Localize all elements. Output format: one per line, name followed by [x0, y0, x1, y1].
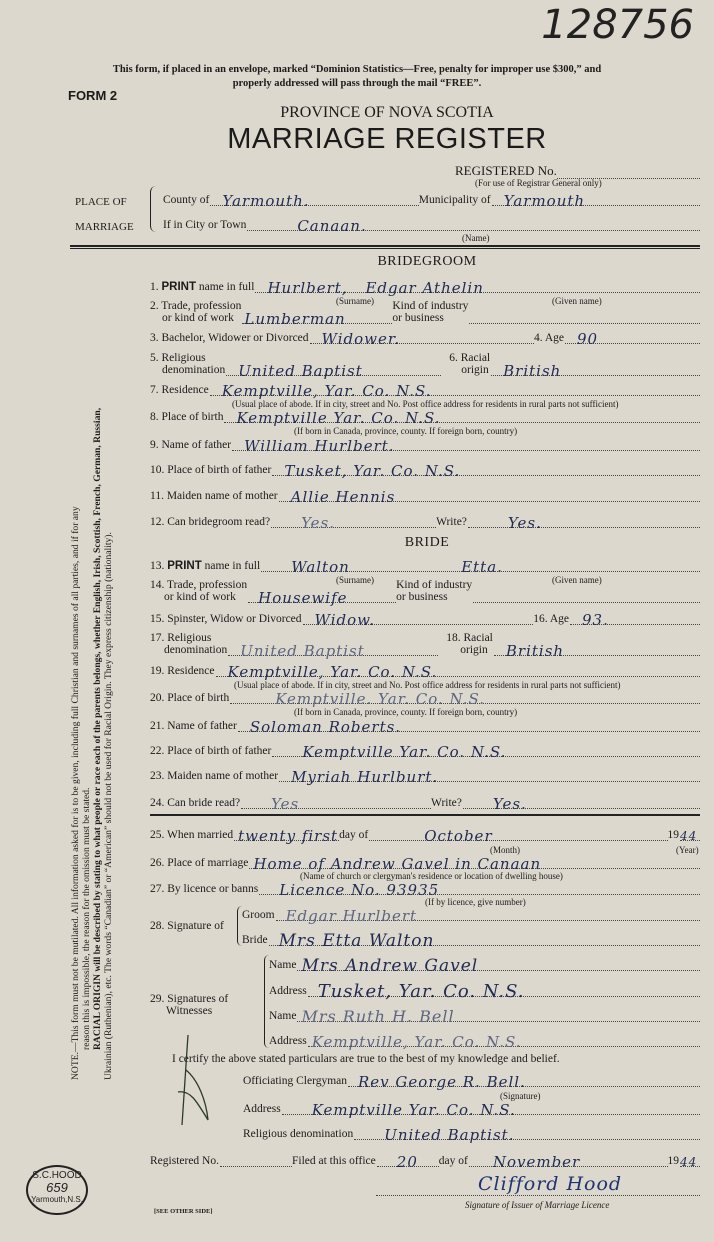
birth-caption: (If born in Canada, province, county. If foreign born, country) — [294, 707, 518, 717]
filed-month-value: November — [492, 1153, 581, 1171]
groom-birth-row — [150, 409, 700, 427]
city-value: Canaan. — [297, 217, 367, 235]
groom-age-value: 90 — [577, 330, 599, 348]
place-brace — [150, 186, 156, 232]
bride-birth-value: Kemptville. Yar. Co. N.S. — [275, 690, 485, 708]
place-label-line: MARRIAGE — [75, 221, 134, 233]
bride-father-birth-field — [272, 743, 700, 761]
bride-trade-value: Housewife — [258, 589, 348, 607]
year-prefix: 19 — [667, 829, 679, 841]
groom-write-label: Write? — [436, 516, 467, 528]
witness1-name-row — [269, 956, 700, 976]
groom-write-field — [468, 514, 700, 532]
married-year-field — [680, 828, 700, 841]
groom-trade-row — [150, 300, 700, 328]
bride-residence-field — [216, 663, 700, 681]
bride-age-field — [570, 611, 700, 629]
groom-trade-label: 2. Trade, profession or kind of work — [150, 300, 242, 324]
bride-mother-field — [279, 768, 700, 786]
groom-race-label: 6. Racial origin — [449, 352, 491, 376]
mail-note-line: properly addressed will pass through the mail “FREE”. — [232, 78, 482, 89]
groom-industry-label: Kind of industry or business — [392, 300, 469, 324]
stamp-location: Yarmouth,N.S. — [31, 1195, 83, 1204]
bride-residence-row — [150, 663, 700, 681]
bride-read-label: 24. Can bride read? — [150, 797, 241, 809]
bride-status-field — [303, 611, 534, 629]
groom-industry-field — [469, 311, 700, 324]
bride-industry-label: Kind of industry or business — [396, 579, 473, 603]
groom-status-row — [150, 330, 700, 348]
licence-value: Licence No. 93935 — [279, 881, 440, 899]
groom-father-birth-label: 10. Place of birth of father — [150, 464, 272, 476]
groom-trade-field — [242, 310, 392, 328]
licence-caption: (If by licence, give number) — [425, 897, 526, 907]
year-caption: (Year) — [676, 845, 699, 855]
bride-age-value: 93. — [582, 611, 609, 629]
groom-signature-row — [242, 907, 700, 925]
clergyman-signature: Rev George R. Bell. — [358, 1073, 526, 1091]
mail-note-line: This form, if placed in an envelope, marked “Dominion Statistics—Free, penalty for improper use $300,” and — [112, 64, 602, 75]
surname-caption: (Surname) — [336, 296, 374, 306]
given-caption: (Given name) — [552, 575, 602, 585]
bride-write-value: Yes. — [492, 795, 527, 813]
city-row — [163, 217, 700, 235]
groom-father-birth-value: Tusket, Yar. Co. N.S. — [284, 462, 461, 480]
filed-month-field — [469, 1153, 668, 1171]
groom-signature-field — [276, 907, 700, 925]
witnesses-label: 29. Signatures of Witnesses — [150, 993, 229, 1017]
bride-religion-field — [228, 642, 438, 660]
municipality-value: Yarmouth — [503, 192, 586, 210]
see-other-side: [SEE OTHER SIDE] — [154, 1208, 213, 1215]
registrar-stamp — [26, 1165, 88, 1215]
city-field — [247, 217, 700, 235]
bride-name-row — [150, 558, 700, 576]
birth-caption: (If born in Canada, province, county. If foreign born, country) — [294, 426, 518, 436]
groom-signature-label: Groom — [242, 909, 275, 921]
bride-signature-row — [242, 931, 700, 951]
given-caption: (Given name) — [552, 296, 602, 306]
bride-race-field — [494, 642, 700, 660]
groom-age-label: 4. Age — [533, 332, 564, 344]
stamp-number: 659 — [46, 1180, 68, 1195]
witness2-name: Mrs Ruth H. Bell — [301, 1007, 455, 1026]
bride-status-row — [150, 611, 700, 629]
groom-read-value: Yes. — [301, 514, 336, 532]
witness2-address-field — [308, 1033, 700, 1051]
register-number: 128756 — [541, 2, 694, 48]
groom-father-row — [150, 437, 700, 455]
groom-status-value: Widower. — [321, 330, 401, 348]
month-caption: (Month) — [490, 845, 520, 855]
when-married-row — [150, 827, 700, 845]
filing-row — [150, 1153, 700, 1171]
groom-religion-row — [150, 352, 700, 380]
name-caption: (Name) — [462, 233, 490, 243]
married-day-field — [234, 827, 339, 845]
section-divider — [150, 814, 700, 816]
registered-label: REGISTERED No. — [455, 163, 557, 178]
bride-status-label: 15. Spinster, Widow or Divorced — [150, 613, 302, 625]
groom-residence-row — [150, 382, 700, 400]
groom-given-name: Edgar Athelin — [365, 279, 484, 297]
registrar-note: (For use of Registrar General only) — [475, 178, 602, 188]
groom-read-field — [271, 514, 436, 532]
note-line: reason this is impossible, the reason for the omission must be stated. — [81, 787, 92, 1050]
municipality-field — [492, 192, 700, 210]
groom-status-label: 3. Bachelor, Widower or Divorced — [150, 332, 309, 344]
filed-year-field — [680, 1154, 700, 1167]
bride-father-birth-row — [150, 743, 700, 761]
groom-name-row — [150, 279, 700, 297]
filed-day-of-label: day of — [438, 1155, 468, 1167]
county-row — [163, 192, 700, 210]
witness1-name: Mrs Andrew Gavel — [301, 956, 479, 976]
groom-status-field — [310, 330, 534, 348]
bridegroom-heading: BRIDEGROOM — [377, 254, 477, 269]
bride-surname: Walton — [291, 558, 350, 576]
witness-address-label: Address — [269, 1035, 307, 1047]
bride-father-field — [238, 718, 700, 736]
bride-race-value: British — [505, 642, 565, 660]
groom-residence-field — [210, 382, 700, 400]
bride-status-value: Widow. — [314, 611, 375, 629]
clergyman-field — [348, 1073, 700, 1091]
bride-read-row — [150, 795, 700, 813]
stamp-name: S.C.HOOD — [32, 1170, 82, 1181]
witness-name-label: Name — [269, 959, 297, 971]
clergy-address-field — [282, 1101, 700, 1119]
filing-registered-field — [220, 1154, 292, 1167]
page-title: MARRIAGE REGISTER — [227, 123, 547, 155]
witness2-name-row — [269, 1007, 700, 1026]
bride-trade-field — [248, 589, 396, 607]
married-month-value: October — [424, 827, 493, 845]
groom-mother-label: 11. Maiden name of mother — [150, 490, 278, 502]
groom-birth-label: 8. Place of birth — [150, 411, 224, 423]
bride-religion-value: United Baptist — [240, 642, 365, 660]
bride-trade-row — [150, 579, 700, 607]
bride-read-value: Yes — [271, 795, 300, 813]
groom-religion-label: 5. Religious denomination — [150, 352, 226, 376]
bride-trade-label: 14. Trade, profession or kind of work — [150, 579, 248, 603]
witness-address-label: Address — [269, 985, 307, 997]
filed-label: Filed at this office — [291, 1155, 376, 1167]
filed-year-value: 44 — [680, 1155, 698, 1169]
bride-religion-label: 17. Religious denomination — [150, 632, 228, 656]
issuer-signature: Clifford Hood — [478, 1173, 623, 1195]
groom-religion-value: United Baptist — [238, 362, 363, 380]
bride-name-field — [261, 558, 700, 576]
witness1-name-field — [297, 956, 700, 976]
abode-caption: (Usual place of abode. If in city, street and No. Post office address for residents in rural parts not sufficient) — [234, 680, 621, 690]
groom-religion-field — [226, 362, 441, 380]
clergyman-label: Officiating Clergyman — [243, 1075, 348, 1087]
filed-year-prefix: 19 — [667, 1155, 679, 1167]
clergyman-row — [243, 1073, 700, 1091]
bride-name-label: 13. PRINT name in full — [150, 560, 261, 572]
filing-registered-label: Registered No. — [150, 1155, 219, 1167]
clergy-denomination-value: United Baptist. — [384, 1126, 515, 1144]
mail-note — [0, 63, 714, 91]
groom-age-field — [565, 330, 700, 348]
licence-row — [150, 881, 700, 899]
groom-father-birth-row — [150, 462, 700, 480]
groom-father-birth-field — [272, 462, 700, 480]
bride-read-field — [241, 795, 431, 813]
licence-label: 27. By licence or banns — [150, 883, 259, 895]
bride-given-name: Etta. — [461, 558, 503, 576]
bride-signature-label: Bride — [242, 934, 268, 946]
note-line: Ukrainian (Ruthenian), etc. The words “Canadian” or “American” should not be used for Racial Origin. They express citizenship (nationality). — [103, 532, 114, 1080]
county-label: County of — [163, 194, 210, 206]
place-label-line: PLACE OF — [75, 196, 127, 208]
issuer-caption: Signature of Issuer of Marriage Licence — [465, 1200, 610, 1210]
bride-mother-row — [150, 768, 700, 786]
groom-trade-value: Lumberman — [244, 310, 346, 328]
bride-father-value: Soloman Roberts. — [249, 718, 402, 736]
groom-write-value: Yes. — [507, 514, 542, 532]
city-label: If in City or Town — [163, 219, 247, 231]
double-rule — [70, 245, 700, 249]
married-month-field — [369, 827, 667, 845]
bride-signature-field — [269, 931, 700, 951]
when-married-label: 25. When married — [150, 829, 234, 841]
certification-statement: I certify the above stated particulars are true to the best of my knowledge and belief. — [172, 1053, 560, 1065]
witness1-address-field — [308, 981, 700, 1002]
signature-of-label: 28. Signature of — [150, 920, 224, 932]
witness1-address: Tusket, Yar. Co. N.S. — [317, 981, 525, 1002]
groom-father-field — [232, 437, 700, 455]
bride-mother-value: Myriah Hurlburt. — [291, 768, 439, 786]
bride-heading: BRIDE — [404, 535, 450, 550]
groom-read-row — [150, 514, 700, 532]
clergy-denomination-label: Religious denomination — [243, 1128, 354, 1140]
county-value: Yarmouth. — [222, 192, 310, 210]
licence-field — [259, 881, 700, 899]
bride-father-label: 21. Name of father — [150, 720, 237, 732]
abode-caption: (Usual place of abode. If in city, street and No. Post office address for residents in rural parts not sufficient) — [232, 399, 619, 409]
witness1-address-row — [269, 981, 700, 1002]
clergy-address-value: Kemptville Yar. Co. N.S. — [311, 1101, 516, 1119]
bride-signature: Mrs Etta Walton — [278, 931, 435, 951]
county-field — [210, 192, 418, 210]
note-line: RACIAL ORIGIN will be described by stating to what people or race each of the parents belongs, whether English, Irish, Scottish, French, German, Russian, — [92, 407, 103, 1050]
groom-birth-field — [224, 409, 700, 427]
groom-birth-value: Kemptville Yar. Co. N.S. — [236, 409, 441, 427]
bride-residence-label: 19. Residence — [150, 665, 215, 677]
married-day-value: twenty first — [238, 827, 339, 845]
place-label — [75, 190, 134, 240]
registered-number-field — [455, 163, 700, 179]
clergy-address-row — [243, 1101, 700, 1119]
witness-name-label: Name — [269, 1010, 297, 1022]
groom-mother-value: Allie Hennis — [290, 488, 396, 506]
clergy-address-label: Address — [243, 1103, 281, 1115]
church-caption: (Name of church or clergyman's residence or location of dwelling house) — [300, 871, 563, 881]
issuer-signature-line — [376, 1195, 700, 1196]
groom-race-field — [491, 362, 700, 380]
clergy-initial-mark — [168, 1030, 228, 1130]
bride-birth-label: 20. Place of birth — [150, 692, 230, 704]
place-of-marriage-row — [150, 855, 700, 873]
bride-father-row — [150, 718, 700, 736]
bride-write-label: Write? — [431, 797, 462, 809]
groom-residence-value: Kemptville, Yar. Co. N.S. — [221, 382, 432, 400]
place-of-marriage-label: 26. Place of marriage — [150, 857, 249, 869]
bride-birth-field — [230, 690, 700, 708]
married-year-value: 44 — [680, 829, 698, 843]
groom-read-label: 12. Can bridegroom read? — [150, 516, 271, 528]
groom-surname: Hurlbert, — [267, 279, 348, 297]
bride-industry-field — [473, 590, 700, 603]
witness2-address: Kemptville, Yar. Co. N.S. — [311, 1033, 522, 1051]
groom-father-label: 9. Name of father — [150, 439, 232, 451]
witness2-name-field — [297, 1007, 700, 1026]
municipality-label: Municipality of — [418, 194, 491, 206]
day-of-label: day of — [339, 829, 369, 841]
clergy-denomination-row — [243, 1126, 700, 1144]
bride-birth-row — [150, 690, 700, 708]
bride-mother-label: 23. Maiden name of mother — [150, 770, 279, 782]
groom-residence-label: 7. Residence — [150, 384, 209, 396]
bride-religion-row — [150, 632, 700, 660]
groom-name-field — [255, 279, 700, 297]
clergy-denomination-field — [354, 1126, 700, 1144]
filed-day-value: 20 — [396, 1153, 418, 1171]
signature-caption: (Signature) — [500, 1091, 541, 1101]
groom-mother-row — [150, 488, 700, 506]
note-line: NOTE.—This form must not be mutilated. All information asked for is to be given, including full Christian and surnames of all parties, and if for any — [70, 506, 81, 1080]
province-heading: PROVINCE OF NOVA SCOTIA — [280, 104, 494, 121]
bride-father-birth-value: Kemptville Yar. Co. N.S. — [302, 743, 507, 761]
bride-father-birth-label: 22. Place of birth of father — [150, 745, 272, 757]
groom-father-value: William Hurlbert. — [244, 437, 395, 455]
witness2-address-row — [269, 1033, 700, 1051]
surname-caption: (Surname) — [336, 575, 374, 585]
form-number: FORM 2 — [68, 88, 118, 103]
place-of-marriage-field — [249, 855, 700, 873]
groom-name-label: 1. PRINT name in full — [150, 281, 255, 293]
groom-signature: Edgar Hurlbert — [285, 907, 418, 925]
place-of-marriage-value: Home of Andrew Gavel in Canaan — [253, 855, 542, 873]
side-note — [70, 270, 114, 1080]
groom-mother-field — [279, 488, 700, 506]
bride-residence-value: Kemptville, Yar. Co. N.S. — [227, 663, 438, 681]
bride-age-label: 16. Age — [533, 613, 569, 625]
filed-day-field — [377, 1153, 439, 1171]
bride-race-label: 18. Racial origin — [446, 632, 493, 656]
groom-race-value: British — [503, 362, 562, 380]
bride-write-field — [463, 795, 700, 813]
